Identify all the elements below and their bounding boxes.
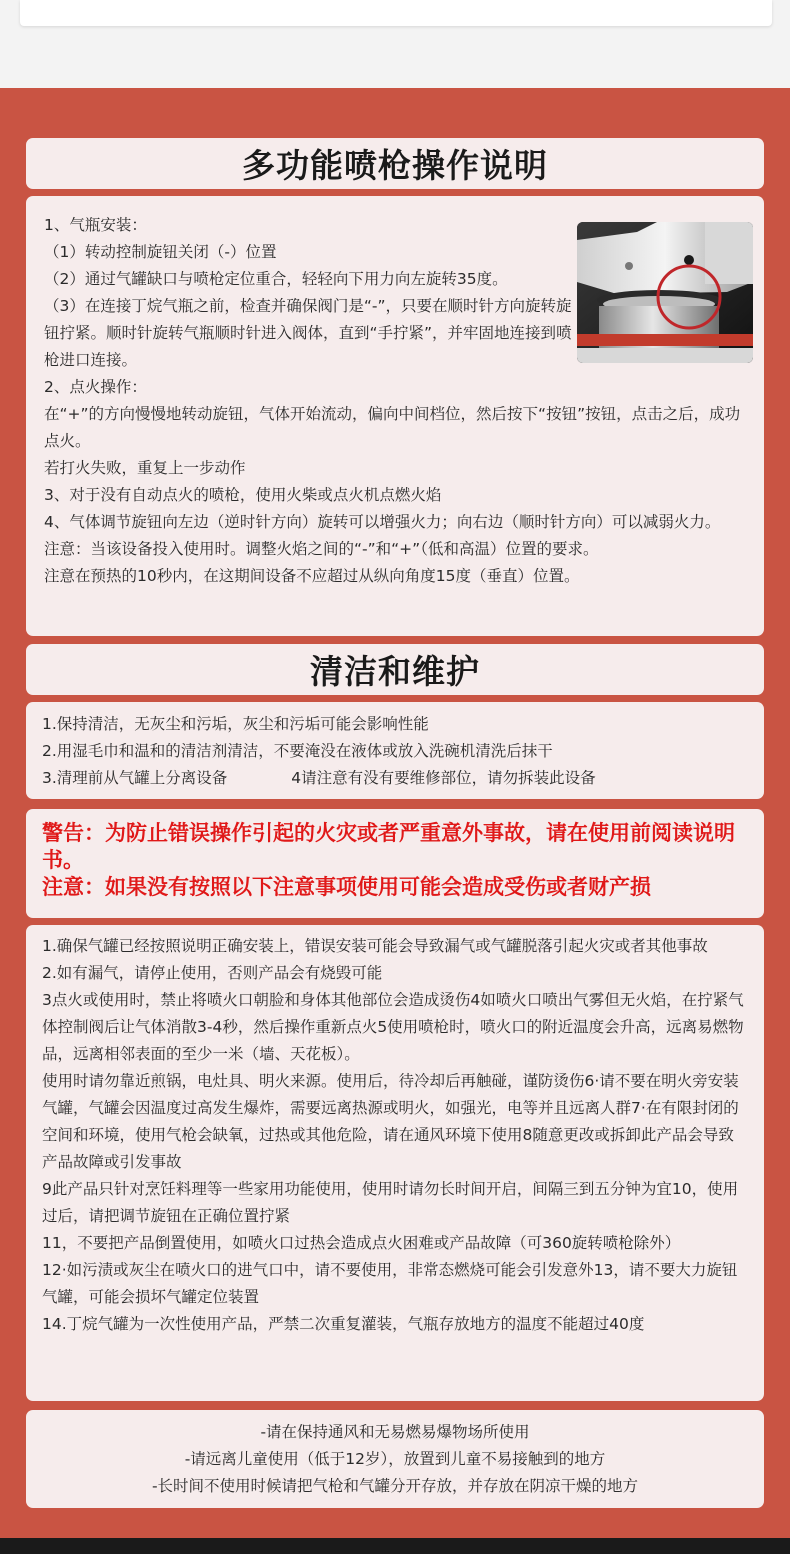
tip-item: -长时间不使用时候请把气枪和气罐分开存放，并存放在阴凉干燥的地方 — [151, 1477, 639, 1495]
note-temperature: 注意：当该设备投入使用时。调整火焰之间的“-”和“+”（低和高温）位置的要求。 — [44, 540, 599, 558]
ignition-retry: 若打火失败，重复上一步动作 — [44, 459, 246, 477]
operation-title-panel — [26, 138, 764, 189]
cleaning-title: 清洁和维护 — [310, 652, 480, 691]
tip-item: -请在保持通风和无易燃易爆物场所使用 — [260, 1423, 530, 1441]
install-step-2: （2）通过气罐缺口与喷枪定位重合，轻轻向下用力向左旋转35度。 — [44, 270, 508, 288]
cleaning-title-panel — [26, 644, 764, 695]
note-item: 使用时请勿靠近煎锅，电灶具、明火来源。使用后，待冷却后再触碰，谨防烫伤6·请不要在明火旁安装气罐，气罐会因温度过高发生爆炸，需要远离热源或明火，如强光，电等并且远离人群7·在有限封闭的空间和环境，使用气枪会缺氧，过热或其他危险，请在通风环境下使用8随意更改或拆卸此产品会导致产品故障或引发事故 — [42, 1072, 739, 1171]
usage-tips-panel — [26, 1410, 764, 1508]
cleaning-item-2: 2.用湿毛巾和温和的清洁剂清洁，不要淹没在液体或放入洗碗机清洗后抹干 — [42, 742, 553, 760]
caution-text: 注意：如果没有按照以下注意事项使用可能会造成受伤或者财产损 — [42, 875, 651, 899]
safety-notes-panel — [26, 925, 764, 1401]
note-item: 11，不要把产品倒置使用，如喷火口过热会造成点火困难或产品故障（可360旋转喷枪除外） — [42, 1234, 681, 1252]
install-heading: 1、气瓶安装： — [44, 216, 147, 234]
operation-title: 多功能喷枪操作说明 — [242, 146, 548, 185]
note-item: 2.如有漏气，请停止使用，否则产品会有烧毁可能 — [42, 964, 383, 982]
operation-instructions-panel — [26, 196, 764, 636]
cleaning-item-3: 3.清理前从气罐上分离设备 — [42, 769, 228, 787]
install-step-3: （3）在连接丁烷气瓶之前，检查并确保阀门是“-”，只要在顺时针方向旋转旋钮拧紧。顺时针旋转气瓶顺时针进入阀体，直到“手拧紧”，并牢固地连接到喷枪进口连接。 — [44, 297, 572, 369]
tip-item: -请远离儿童使用（低于12岁），放置到儿童不易接触到的地方 — [184, 1450, 606, 1468]
warning-panel — [26, 809, 764, 918]
note-preheat: 注意在预热的10秒内，在这期间设备不应超过从纵向角度15度（垂直）位置。 — [44, 567, 580, 585]
cleaning-item-1: 1.保持清洁，无灰尘和污垢，灰尘和污垢可能会影响性能 — [42, 715, 429, 733]
warning-text: 警告：为防止错误操作引起的火灾或者严重意外事故，请在使用前阅读说明书。 — [42, 821, 735, 872]
note-item: 1.确保气罐已经按照说明正确安装上，错误安装可能会导致漏气或气罐脱落引起火灾或者其他事故 — [42, 937, 708, 955]
bottom-bar — [0, 1538, 790, 1554]
flame-adjust: 4、气体调节旋钮向左边（逆时针方向）旋转可以增强火力；向右边（顺时针方向）可以减弱火力。 — [44, 513, 721, 531]
cleaning-items-3-4 — [42, 765, 748, 792]
top-area — [0, 0, 790, 88]
manual-ignition: 3、对于没有自动点火的喷枪，使用火柴或点火机点燃火焰 — [44, 486, 442, 504]
top-card — [20, 0, 772, 26]
ignition-heading: 2、点火操作： — [44, 378, 147, 396]
ignition-step: 在“+”的方向慢慢地转动旋钮，气体开始流动，偏向中间档位，然后按下“按钮”按钮，点击之后，成功点火。 — [44, 405, 741, 450]
note-item: 12·如污渍或灰尘在喷火口的进气口中，请不要使用，非常态燃烧可能会引发意外13，请不要大力旋钮气罐，可能会损坏气罐定位装置 — [42, 1261, 738, 1306]
cleaning-item-4: 4请注意有没有要维修部位，请勿拆装此设备 — [291, 769, 596, 787]
note-item: 14.丁烷气罐为一次性使用产品，严禁二次重复灌装，气瓶存放地方的温度不能超过40度 — [42, 1315, 645, 1333]
note-item: 3点火或使用时，禁止将喷火口朝脸和身体其他部位会造成烫伤4如喷火口喷出气雾但无火焰，在拧紧气体控制阀后让气体消散3-4秒，然后操作重新点火5使用喷枪时，喷火口的附近温度会升高，远离易燃物品，远离相邻表面的至少一米（墙、天花板）。 — [42, 991, 744, 1063]
cleaning-panel — [26, 702, 764, 799]
note-item: 9此产品只针对烹饪料理等一些家用功能使用，使用时请勿长时间开启，间隔三到五分钟为宜10，使用过后，请把调节旋钮在正确位置拧紧 — [42, 1180, 739, 1225]
install-step-1: （1）转动控制旋钮关闭（-）位置 — [44, 243, 277, 261]
